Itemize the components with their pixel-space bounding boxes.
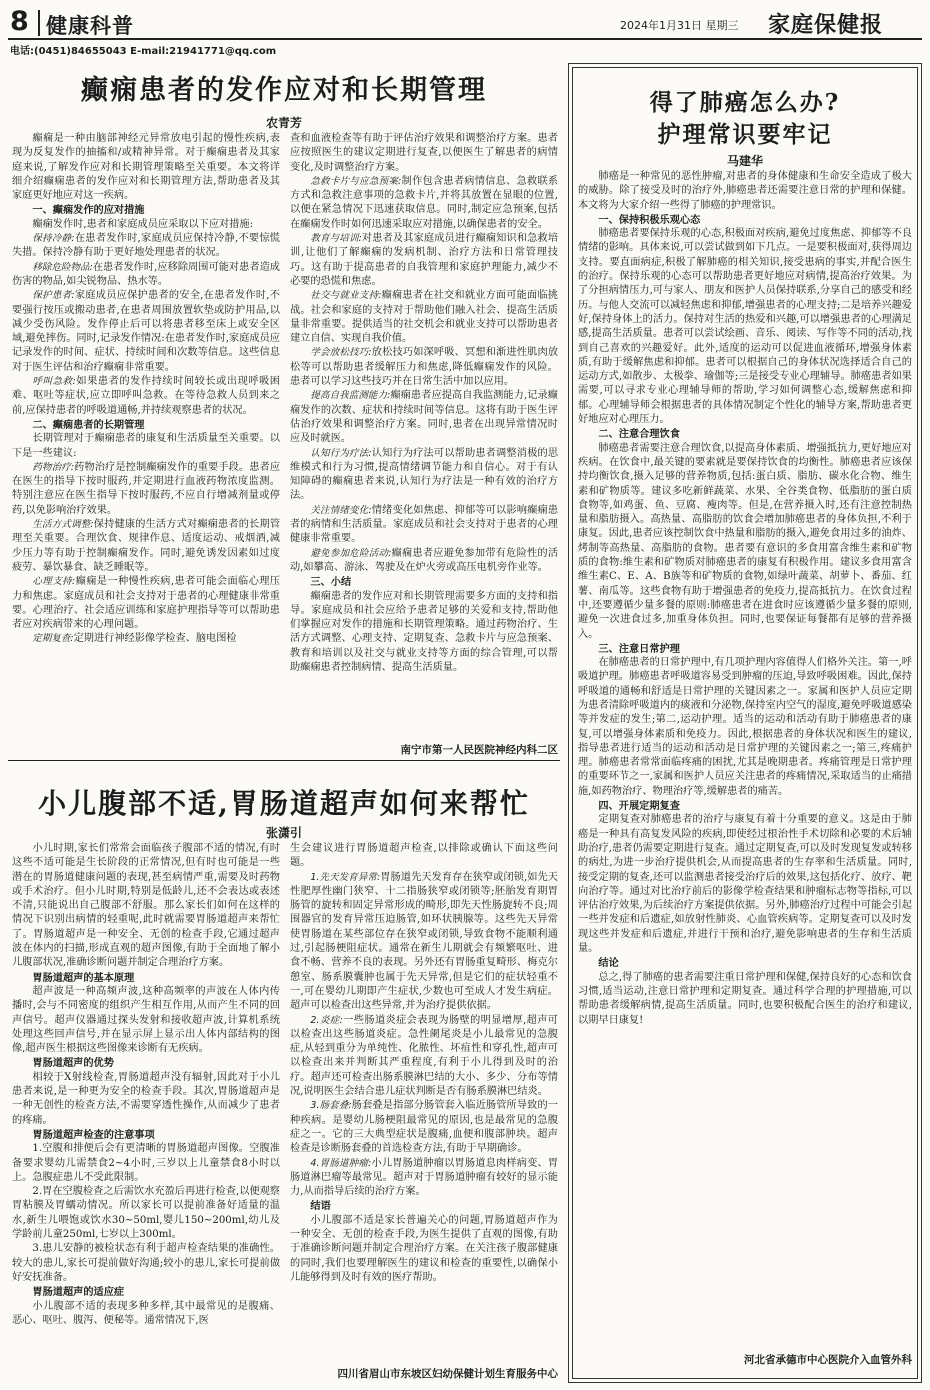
paragraph [12,1185,280,1242]
paragraph-text: 癫痫是一种由脑部神经元异常放电引起的慢性疾病,表现为反复发作的抽搐和/或精神异常。对于癫痫患者及其家庭来说,了解发作应对和长期管理策略至关重要。本文将详细介绍癫痫患者的发作应对和长期管理方法,帮助患者及其家庭更好地应对这一疾病。 [12,133,280,202]
paragraph [578,971,912,1028]
paragraph [12,1071,280,1128]
paragraph-text: 一、保持积极乐观心态 [598,213,701,226]
paragraph [12,261,280,290]
subheading [12,203,280,217]
paragraph-text: 超声波是一种高频声波,这种高频率的声波在人体内传播时,会与不同密度的组织产生相互作用,从而产生不同的回声信号。超声仪器通过探头发射和接收超声波,计算机系统处理这些回声信号,并在显示屏上显示出人体内部结构的图像,超声医生根据这些图像来诊断有无疾病。 [12,985,280,1055]
paragraph-lead: 4.胃肠道肿瘤: [310,1157,372,1169]
article3-byline: 河北省承德市中心医院介入血管外科 [744,1354,912,1366]
paragraph-text: 相较于X射线检查,胃肠道超声没有辐射,因此对于小儿患者来说,是一种更为安全的检查手段。其次,胃肠道超声是一种无创性的检查方法,不需要穿透性操作,从而减少了患者的疼痛。 [12,1071,280,1126]
paragraph [290,346,558,389]
paragraph-lead: 社交与就业支持: [310,290,382,302]
article1-title: 癫痫患者的发作应对和长期管理 [81,75,487,106]
article1-author: 农青芳 [265,116,302,130]
subheading [12,971,280,985]
paragraph [290,232,558,289]
paragraph [12,985,280,1056]
paragraph-lead: 保持冷静: [32,233,75,245]
paragraph [12,842,280,971]
paragraph [12,461,280,518]
paragraph-text: 胃肠道超声的适应症 [32,1286,125,1299]
paragraph-lead: 认知行为疗法: [310,447,372,459]
paragraph-text: 癫痫发作时,患者和家庭成员应采取以下应对措施: [32,218,253,230]
paragraph [290,504,558,547]
paragraph [12,232,280,261]
article1-column-2 [290,132,558,730]
paragraph-text: 结语 [310,1200,331,1213]
paragraph-text: 定期复查对肺癌患者的治疗与康复有着十分重要的意义。这是由于肺癌是一种具有高复发风险的疾病,即使经过根治性手术切除和必要的术后辅助治疗,患者仍需要定期进行复查。通过定期复查,可以及时发现复发或转移的病灶,为进一步治疗提供机会,从而提高患者的生存率和生活质量。同时,接受定期的复查,还可以监测患者接受治疗后的效果,这包括化疗、放疗、靶向治疗等。通过对比治疗前后的影像学检查结果和肿瘤标志物等指标,可以评估治疗效果,为后续治疗方案提供依据。另外,肺癌治疗过程中可能会引起一些并发症和后遗症,如放射性肺炎、心血管疾病等。定期复查可以及时发现这些并发症和后遗症,并进行干预和治疗,避免影响患者的生存和生活质量。 [578,814,912,955]
paragraph [290,842,558,871]
paragraph-text: 胃肠道超声检查的注意事项 [32,1128,155,1141]
paragraph [12,289,280,375]
paragraph-text: 3.患儿安静的被检状态有利于超声检查结果的准确性。较大的患儿,家长可提前做好沟通;较小的患儿,家长可提前做好安抚准备。 [12,1243,280,1283]
paragraph-text: 认知行为疗法可以帮助患者调整消极的思维模式和行为习惯,提高情绪调节能力和自信心。对于有认知障碍的癫痫患者来说,认知行为疗法是一种有效的治疗方法。 [290,447,558,502]
paragraph-text: 肠套叠是指部分肠管套入临近肠管所导致的一种疾病。是婴幼儿肠梗阻最常见的原因,也是最常见的急腹症之一。它的三大典型症状是腹痛,血便和腹部肿块。超声检查是诊断肠套叠的首选检查方法,有助于早期确诊。 [290,1100,558,1155]
paragraph-text: 保持健康的生活方式对癫痫患者的长期管理至关重要。合理饮食、规律作息、适度运动、戒烟酒,减少压力等有助于控制癫痫发作。同时,避免诱发因素如过度疲劳、暴饮暴食、缺乏睡眠等。 [12,519,280,573]
paragraph-text: 癫痫患者在社交和就业方面可能面临挑战。社会和家庭的支持对于帮助他们融入社会、提高生活质量非常重要。提供适当的社交机会和就业支持可以帮助患者建立自信、实现自我价值。 [290,290,558,345]
paragraph-lead: 学会放松技巧: [310,347,372,359]
paragraph [290,175,558,232]
paragraph-text: 情绪变化如焦虑、抑郁等可以影响癫痫患者的病情和生活质量。家庭成员和社会支持对于患者的心理健康非常重要。 [290,504,558,545]
paragraph [12,1242,280,1285]
paragraph-lead: 移除危险物品: [32,261,93,273]
article2-column-1 [12,842,280,1382]
paragraph [290,1157,558,1200]
paragraph [12,132,280,203]
paragraph-text: 一些肠道炎症会表现为肠壁的明显增厚,超声可以检查出这些肠道炎症。急性阑尾炎是小儿最常见的急腹症,从轻到重分为单纯性、化脓性、坏疽性和穿孔性,超声可以检查出来并判断其严重程度,有利于小儿得到及时的治疗。超声还可检查出肠系膜淋巴结的大小、多少、分布等情况,说明医生会结合患儿症状判断是否有肠系膜淋巴结炎。 [290,1014,558,1098]
subheading [578,642,912,656]
page-number: 8 [10,6,29,37]
paragraph-text: 结论 [598,957,619,970]
subheading [12,418,280,432]
paragraph [290,1014,558,1100]
article1-byline: 南宁市第一人民医院神经内科二区 [400,744,558,756]
paragraph [12,1142,280,1185]
paragraph-text: 癫痫患者应避免参加带有危险性的活动,如攀高、游泳、驾驶及在炉火旁或高压电机旁作业等。 [290,547,558,573]
paragraph-text: 四、开展定期复查 [598,800,680,813]
paragraph-text: 小儿腹部不适的表现多种多样,其中最常见的是腹痛、恶心、呕吐、腹泻、便秘等。通常情况下,医 [12,1300,280,1326]
paragraph-text: 在肺癌患者的日常护理中,有几项护理内容值得人们格外关注。第一,呼吸道护理。肺癌患者呼吸道容易受到肿瘤的压迫,导致呼吸困难。因此,保持呼吸道的通畅和舒适是日常护理的关键因素之一。家属和医护人员应定期为患者清除呼吸道内的痰液和分泌物,保持室内空气的湿度,避免呼吸道感染等并发症的发生;第二,运动护理。适当的运动和活动有助于肺癌患者的康复,可以增强身体素质和免疫力。因此,根据患者的身体状况和医生的建议,指导患者进行适当的运动和活动是日常护理的关键因素之一;第三,疼痛护理。肺癌患者常常面临疼痛的困扰,尤其是晚期患者。疼痛管理是日常护理的重要环节之一,家属和医护人员应关注患者的疼痛情况,采取适当的止痛措施,如药物治疗、物理治疗等,缓解患者的痛苦。 [578,657,912,797]
article2-column-2 [290,842,558,1364]
paragraph [290,1099,558,1156]
paragraph [290,1214,558,1285]
subheading [578,799,912,813]
contact-info: 电话:(0451)84655043 E-mail:21941771@qq.com [10,46,277,57]
paragraph-text: 二、注意合理饮食 [598,428,680,441]
page-header [8,6,922,40]
paragraph [578,227,912,427]
paragraph [12,632,280,646]
subheading [578,427,912,441]
paragraph-text: 在患者发作时,家庭成员应保持冷静,不要惊慌失措。保持冷静有助于更好地处理患者的状况。 [12,233,280,259]
article3-body [578,170,912,1348]
paragraph [12,1300,280,1329]
header-divider [38,10,40,36]
paragraph-text: 1.空腹和排便后会有更清晰的胃肠道超声图像。空腹准备要求婴幼儿需禁食2~4小时,三岁以上儿童禁食8小时以上。急腹症患儿不受此限制。 [12,1143,280,1183]
article3-author: 马建华 [726,154,763,168]
paragraph-lead: 急救卡片与应急预案: [310,175,402,187]
subheading [290,1199,558,1213]
paragraph-lead: 关注情绪变化: [310,504,372,516]
paragraph-lead: 提高自我监测能力: [310,390,391,402]
paragraph [290,132,558,175]
article1-column-1 [12,132,280,760]
paragraph-text: 查和血液检查等有助于评估治疗效果和调整治疗方案。患者应按照医生的建议定期进行复查,以便医生了解患者的病情变化,及时调整治疗方案。 [290,133,558,173]
subheading [578,213,912,227]
paragraph-lead: 保护患者: [32,290,75,302]
section-name: 健康科普 [46,13,134,38]
paragraph-text: 癫痫患者应提高自我监测能力,记录癫痫发作的次数、症状和持续时间等信息。这将有助于医生评估治疗效果和调整治疗方案。同时,患者在出现异常情况时应及时就医。 [290,390,558,445]
paragraph [12,432,280,461]
paragraph-text: 药物治疗是控制癫痫发作的重要手段。患者应在医生的指导下按时服药,并定期进行血液药物浓度监测。特别注意应在医生指导下按时服药,不应自行增减剂量或停药,以免影响治疗效果。 [12,461,280,516]
paragraph-text: 放松技巧如深呼吸、冥想和渐进性肌肉放松等可以帮助患者缓解压力和焦虑,降低癫痫发作的风险。患者可以学习这些技巧并在日常生活中加以应用。 [290,347,558,388]
paragraph [290,447,558,504]
paragraph-lead: 3.肠套叠: [310,1100,352,1112]
paragraph [290,590,558,676]
article2-byline: 四川省眉山市东坡区妇幼保健计划生育服务中心 [337,1368,558,1380]
paragraph-lead: 心理支持: [32,576,76,588]
paragraph-text: 如果患者的发作持续时间较长或出现呼吸困难、呕吐等症状,应立即呼叫急救。在等待急救人员到来之前,应保持患者的呼吸道通畅,并持续观察患者的状况。 [12,376,280,416]
paragraph-text: 生会建议进行胃肠道超声检查,以排除或确认下面这些问题。 [290,843,558,869]
paragraph-text: 肺癌患者要保持乐观的心态,积极面对疾病,避免过度焦虑、抑郁等不良情绪的影响。具体来说,可以尝试做到如下几点。一是要积极面对,获得周边支持。要直面病症,积极了解肺癌的相关知识,接受患病的事实,并配合医生的治疗。保持乐观的心态可以帮助患者更好地应对病情,提高治疗效果。为了分担病情压力,可与家人、朋友和医护人员保持联系,分享自己的感受和经历。与他人交流可以减轻焦虑和抑郁,增强患者的心理支持;二是培养兴趣爱好,保持身体上的活力。保持对生活的热爱和兴趣,可以增强患者的心理满足感,提高生活质量。患者可以尝试绘画、音乐、阅读、写作等不同的活动,找到自己喜欢的兴趣爱好。此外,适度的运动可以促进血液循环,增强身体素质,有助于缓解焦虑和抑郁。患者可以根据自己的身体状况选择适合自己的运动方式,如散步、太极拳、瑜伽等;三是接受专业心理辅导。肺癌患者如果需要,可以寻求专业心理辅导师的帮助,学习如何调整心态,缓解焦虑和抑郁。心理辅导师会根据患者的具体情况制定个性化的辅导方案,帮助患者更好地应对心理压力。 [578,228,912,426]
paragraph-text: 肺癌是一种常见的恶性肿瘤,对患者的身体健康和生命安全造成了极大的威胁。除了接受及时的治疗外,肺癌患者还需要注意日常的护理和保健。本文将为大家介绍一些得了肺癌的护理常识。 [578,171,912,211]
article3-title-line2: 护理常识要牢记 [657,121,833,148]
paragraph-lead: 定期复查: [32,633,74,645]
paragraph-text: 在患者发作时,应移除周围可能对患者造成伤害的物品,如尖锐物品、热水等。 [12,261,280,287]
paragraph-lead: 1.先天发育异常: [310,871,381,883]
paragraph [578,442,912,642]
paragraph-text: 二、癫痫患者的长期管理 [32,418,145,431]
paragraph-lead: 避免参加危险活动: [310,547,392,559]
subheading [12,1285,280,1299]
article3-title-line1: 得了肺癌怎么办? [649,89,841,116]
paragraph-text: 胃肠道超声的优势 [32,1057,114,1070]
article2-author: 张潇引 [265,826,302,840]
paragraph-text: 小儿胃肠道肿瘤以胃肠道息肉样病变、胃肠道淋巴瘤等最常见。超声对于胃肠道肿瘤有较好的显示能力,从而指导后续的治疗方案。 [290,1157,558,1198]
paragraph [578,170,912,213]
paragraph-text: 小儿腹部不适是家长普遍关心的问题,胃肠道超声作为一种安全、无创的检查手段,为医生提供了直观的图像,有助于准确诊断问题并制定合理治疗方案。在关注孩子腹部健康的同时,我们也要理解医生的建议和检查的重要性,以确保小儿能够得到及时有效的医疗帮助。 [290,1214,558,1283]
paragraph [290,547,558,576]
paragraph-text: 总之,得了肺癌的患者需要注重日常护理和保健,保持良好的心态和饮食习惯,适当运动,注意日常护理和定期复查。通过科学合理的护理措施,可以帮助患者缓解病情,提高生活质量。同时,也要积极配合医生的治疗和建议,以期早日康复! [578,971,912,1026]
article2-title: 小儿腹部不适,胃肠道超声如何来帮忙 [38,787,530,820]
paragraph-text: 家庭成员应保护患者的安全,在患者发作时,不要强行按压或搬动患者,在患者周围放置软垫或防护用品,以减少受伤风险。发作停止后可以将患者移至床上或安全区域,避免摔伤。同时,记录发作情况:在患者发作时,家庭成员应记录发作的时间、症状、持续时间和次数等信息。这些信息对于医生评估和治疗癫痫非常重要。 [12,290,280,373]
paragraph-lead: 生活方式调整: [32,519,94,531]
paragraph [12,375,280,418]
issue-date: 2024年1月31日 星期三 [620,19,739,32]
paragraph-text: 三、小结 [310,576,352,589]
paragraph-text: 癫痫患者的发作应对和长期管理需要多方面的支持和指导。家庭成员和社会应给予患者足够的关爱和支持,帮助他们掌握应对发作的措施和长期管理策略。通过药物治疗、生活方式调整、心理支持、定期复查、急救卡片与应急预案、教育和培训以及社交与就业支持等方面的综合管理,可以帮助癫痫患者控制病情、提高生活质量。 [290,590,558,673]
paragraph-text: 小儿时期,家长们常常会面临孩子腹部不适的情况,有时这些不适可能是生长阶段的正常情况,但有时也可能是一些潜在的胃肠道健康问题的表现,甚至病情严重,需要及时药物或手术治疗。但小儿时期,特别是低龄儿,还不会表达或表述不清,只能说出自己腹部不舒服。那么家长们如何在这样的情况下识别出病情的轻重呢,此时就需要胃肠道超声来帮忙了。胃肠道超声是一种安全、无创的检查手段,它通过超声波在体内的扫描,形成直观的超声图像,有助于全面地了解小儿腹部状况,准确诊断问题并制定合理治疗方案。 [12,843,280,969]
paragraph-text: 对患者及其家庭成员进行癫痫知识和急救培训,让他们了解癫痫的发病机制、治疗方法和日常管理技巧。这有助于提高患者的自我管理和家庭护理能力,减少不必要的恐慌和焦虑。 [290,233,558,287]
subheading [12,1128,280,1142]
paragraph-lead: 2.炎症: [310,1014,343,1026]
paragraph [12,218,280,232]
paragraph-text: 定期进行神经影像学检查、脑电图检 [73,633,237,645]
paragraph-text: 胃肠道超声的基本原理 [32,971,135,984]
paragraph-text: 癫痫是一种慢性疾病,患者可能会面临心理压力和焦虑。家庭成员和社会支持对于患者的心理健康非常重要。心理治疗、社会适应训练和家庭护理指导等可以帮助患者应对疾病带来的心理问题。 [12,576,280,631]
subheading [578,956,912,970]
newspaper-name: 家庭保健报 [768,12,884,38]
paragraph-text: 肺癌患者需要注意合理饮食,以提高身体素质、增强抵抗力,更好地应对疾病。在饮食中,最关键的要素就是要保持饮食的均衡性。肺癌患者应该保持均衡饮食,摄入足够的营养物质,包括:蛋白质、脂肪、碳水化合物、维生素和矿物质等。建议多吃新鲜蔬菜、水果、全谷类食物、低脂肪的蛋白质食物等,如鸡蛋、鱼、豆腐、瘦肉等。但是,在营养摄入时,还有注意控制热量和脂肪摄入。高热量、高脂肪的饮食会增加肺癌患者的身体负担,不利于康复。因此,患者应该控制饮食中热量和脂肪的摄入,避免食用过多的油炸、烤制等高热量、高脂肪的食物。患者要有意识的多食用富含维生素和矿物质的食物:维生素和矿物质对肺癌患者的康复有积极作用。建议多食用富含维生素C、E、A、B族等和矿物质的食物,如绿叶蔬菜、胡萝卜、番茄、红薯、南瓜等。这些食物有助于增强患者的免疫力,提高抵抗力。在饮食过程中,还要遵循少量多餐的原则:肺癌患者在进食时应该遵循少量多餐的原则,避免一次进食过多,加重身体负担。同时,也要保证每餐都有足够的营养摄入。 [578,442,912,640]
paragraph-lead: 呼叫急救: [32,376,76,388]
subheading [12,1056,280,1070]
paragraph-lead: 药物治疗: [32,461,75,473]
paragraph-lead: 教育与培训: [310,233,362,245]
paragraph [578,656,912,799]
paragraph-text: 制作包含患者病情信息、急救联系方式和急救注意事项的急救卡片,并将其放置在显眼的位置,以便在紧急情况下迅速获取信息。同时,制定应急预案,包括在癫痫发作时如何迅速采取应对措施,以确保患者的安全。 [290,175,558,230]
subheading [290,575,558,589]
paragraph [578,813,912,956]
paragraph-text: 三、注意日常护理 [598,642,680,655]
paragraph-text: 一、癫痫发作的应对措施 [32,204,145,217]
paragraph [12,518,280,575]
paragraph-text: 胃肠道先天发育存在狭窄或闭锁,如先天性肥厚性幽门狭窄、十二指肠狭窄或闭锁等;胚胎发育期胃肠管的旋转和固定异常形成的畸形,即先天性肠旋转不良;周围器官的发育异常压迫肠管,如环状胰腺等。这些先天异常使胃肠道在某些部位存在狭窄或闭锁,导致食物不能顺利通过,引起肠梗阻症状。通常在新生儿期就会有频繁呕吐、进食不畅、营养不良的表现。另外还有胃肠重复畸形、梅克尔憩室、肠系膜囊肿也属于先天异常,但是它们的症状轻重不一,可在婴幼儿期即产生症状,少数也可至成人才发生病症。超声可以检查出这些异常,并为治疗提供依据。 [290,871,558,1012]
paragraph [12,575,280,632]
paragraph [290,871,558,1014]
paragraph-text: 长期管理对于癫痫患者的康复和生活质量至关重要。以下是一些建议: [12,433,280,459]
paragraph [290,389,558,446]
paragraph [290,289,558,346]
article-divider [8,760,560,761]
paragraph-text: 2.胃在空腹检查之后需饮水充盈后再进行检查,以便观察胃粘膜及胃蠕动情况。所以家长可以提前准备好适量的温水,新生儿喂饱或饮水30~50ml,婴儿150~200ml,幼儿及学龄前儿童250ml,七岁以上300ml。 [12,1186,280,1241]
